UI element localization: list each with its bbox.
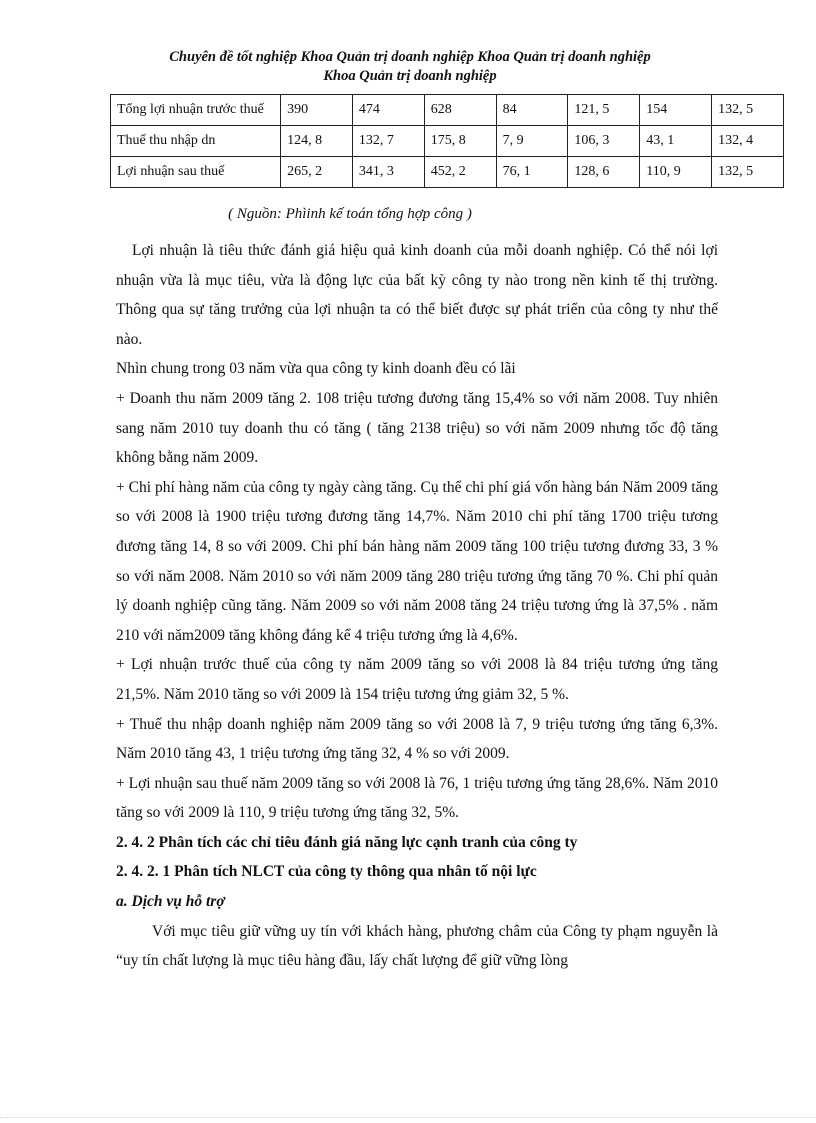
- paragraph-net-profit: + Lợi nhuận sau thuế năm 2009 tăng so với 2008 là 76, 1 triệu tương ứng tăng 28,6%. Năm 2010 tăng so với 2009 là 110, 9 triệu tương ứng tăng 32, 5%.: [116, 774, 718, 822]
- paragraph-income-tax: + Thuế thu nhập doanh nghiệp năm 2009 tăng so với 2008 là 7, 9 triệu tương ứng tăng 6,3%. Năm 2010 tăng 43, 1 triệu tương ứng tăng 32, 4 % so với 2009.: [116, 715, 718, 763]
- page-header: [110, 48, 710, 86]
- table-cell: 124, 8: [281, 126, 353, 157]
- table-cell: 132, 7: [352, 126, 424, 157]
- page-bottom-divider: [0, 1117, 816, 1118]
- paragraph-costs: + Chi phí hàng năm của công ty ngày càng tăng. Cụ thể chi phí giá vốn hàng bán Năm 2009 tăng so với 2008 là 1900 triệu tương đương tăng 14,7%. Năm 2010 chi phí tăng 1700 triệu tương đương tăng 14, 8 so với 2009. Chi phí bán hàng năm 2009 tăng 100 triệu tương đương 33, 3 % so với năm 2008. Năm 2010 so với năm 2009 tăng 280 triệu tương ứng tăng 70 %. Chi phí quản lý doanh nghiệp cũng tăng. Năm 2009 so với năm 2008 tăng 24 triệu tương ứng là 37,5% . năm 210 với năm2009 tăng không đáng kể 4 triệu tương ứng là 4,6%.: [116, 478, 718, 644]
- row-label: Lợi nhuận sau thuế: [111, 157, 281, 188]
- paragraph-revenue: + Doanh thu năm 2009 tăng 2. 108 triệu tương đương tăng 15,4% so với năm 2008. Tuy nhiên sang năm 2010 tuy doanh thu có tăng ( tăng 2138 triệu) so với năm 2009 nhưng tốc độ tăng không bằng năm 2009.: [116, 389, 718, 467]
- paragraph-overview: Nhìn chung trong 03 năm vừa qua công ty kinh doanh đều có lãi: [116, 360, 516, 378]
- table-cell: 132, 4: [712, 126, 784, 157]
- table-cell: 132, 5: [712, 95, 784, 126]
- table-cell: 154: [640, 95, 712, 126]
- header-line-1: Chuyên đề tốt nghiệp Khoa Quản trị doanh nghiệp Khoa Quản trị doanh nghiệp: [169, 49, 651, 65]
- table-cell: 121, 5: [568, 95, 640, 126]
- header-line-2: Khoa Quản trị doanh nghiệp: [323, 68, 497, 84]
- row-label: Tổng lợi nhuận trước thuế: [111, 95, 281, 126]
- paragraph-profit-intro: Lợi nhuận là tiêu thức đánh giá hiệu quả kinh doanh của mỗi doanh nghiệp. Có thể nói lợi nhuận vừa là mục tiêu, vừa là động lực của bất kỳ công ty nào trong nền kinh tế thị trường. Thông qua sự tăng trưởng của lợi nhuận ta có thể biết được sự phát triển của công ty như thế nào.: [116, 242, 718, 348]
- table-cell: 84: [496, 95, 568, 126]
- table-cell: 7, 9: [496, 126, 568, 157]
- table-cell: 628: [424, 95, 496, 126]
- table-cell: 106, 3: [568, 126, 640, 157]
- table-cell: 132, 5: [712, 157, 784, 188]
- table-cell: 110, 9: [640, 157, 712, 188]
- table-cell: 474: [352, 95, 424, 126]
- table-cell: 390: [281, 95, 353, 126]
- profit-table: [110, 94, 784, 188]
- subsection-heading-support-services: a. Dịch vụ hỗ trợ: [116, 893, 225, 911]
- table-cell: 341, 3: [352, 157, 424, 188]
- table-cell: 452, 2: [424, 157, 496, 188]
- section-heading-2-4-2: 2. 4. 2 Phân tích các chỉ tiêu đánh giá năng lực cạnh tranh của công ty: [116, 833, 578, 851]
- table-cell: 43, 1: [640, 126, 712, 157]
- section-heading-2-4-2-1: 2. 4. 2. 1 Phân tích NLCT của công ty thông qua nhân tố nội lực: [116, 863, 537, 881]
- table-row: [111, 95, 784, 126]
- document-body: [116, 236, 718, 976]
- paragraph-pretax-profit: + Lợi nhuận trước thuế của công ty năm 2009 tăng so với 2008 là 84 triệu tương ứng tăng 21,5%. Năm 2010 tăng so với 2009 là 154 triệu tương ứng giảm 32, 5 %.: [116, 656, 718, 703]
- table-row: [111, 157, 784, 188]
- table-cell: 76, 1: [496, 157, 568, 188]
- row-label: Thuế thu nhập dn: [111, 126, 281, 157]
- table-source-note: ( Nguồn: Phìinh kế toán tổng hợp công ): [228, 206, 472, 222]
- table-cell: 175, 8: [424, 126, 496, 157]
- paragraph-support-services: Với mục tiêu giữ vững uy tín với khách hàng, phương châm của Công ty phạm nguyễn là “uy tín chất lượng là mục tiêu hàng đầu, lấy chất lượng để giữ vững lòng: [116, 922, 718, 970]
- table-cell: 128, 6: [568, 157, 640, 188]
- table-row: [111, 126, 784, 157]
- table-cell: 265, 2: [281, 157, 353, 188]
